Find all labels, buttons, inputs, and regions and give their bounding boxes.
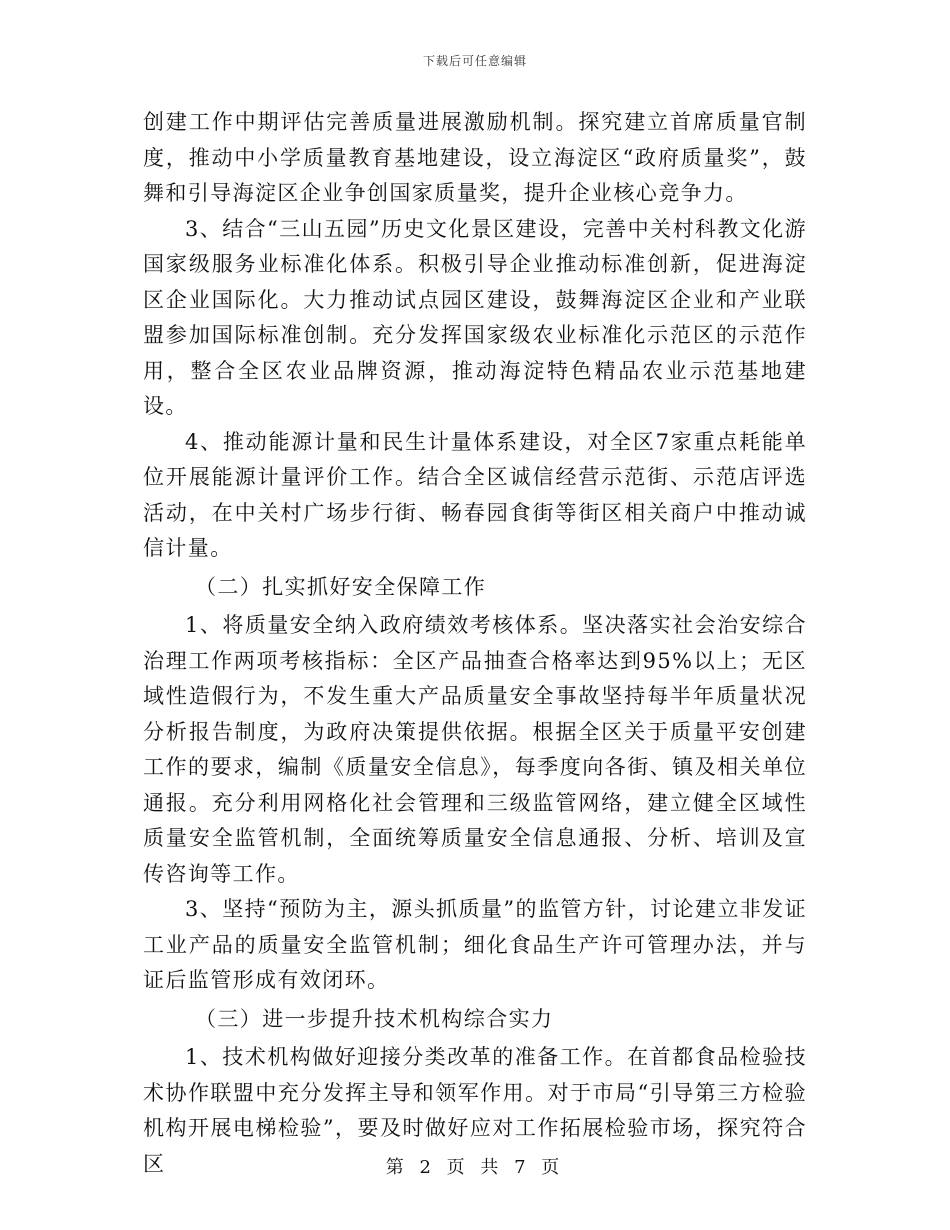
paragraph-continuation: 创建工作中期评估完善质量进展激励机制。探究建立首席质量官制度，推动中小学质量教育基地建设，设立海淀区“政府质量奖”，鼓舞和引导海淀区企业争创国家质量奖，提升企业核心竞争力。 <box>143 110 807 205</box>
paragraph-item-3-supervision: 3、坚持“预防为主，源头抓质量”的监管方针，讨论建立非发证工业产品的质量安全监管机制；细化食品生产许可管理办法，并与证后监管形成有效闭环。 <box>143 897 807 992</box>
paragraph-item-4-metrology: 4、推动能源计量和民生计量体系建设，对全区7家重点耗能单位开展能源计量评价工作。结合全区诚信经营示范街、示范店评选活动，在中关村广场步行街、畅春园食街等街区相关商户中推动诚信计量。 <box>143 429 807 560</box>
page-number: 第 2 页 共 7 页 <box>385 1157 565 1178</box>
section-heading-technical: （三）进一步提升技术机构综合实力 <box>195 1006 554 1031</box>
section-heading-safety: （二）扎实抓好安全保障工作 <box>195 574 487 599</box>
paragraph-item-1-technical-reform: 1、技术机构做好迎接分类改革的准备工作。在首都食品检验技术协作联盟中充分发挥主导和领军作用。对于市局“引导第三方检验机构开展电梯检验”，要及时做好应对工作拓展检验市场，探究符合区 <box>143 1045 807 1176</box>
document-body <box>143 105 807 1182</box>
paragraph-item-3-standardization: 3、结合“三山五园”历史文化景区建设，完善中关村科教文化游国家级服务业标准化体系。积极引导企业推动标准创新，促进海淀区企业国际化。大力推动试点园区建设，鼓舞海淀区企业和产业联盟参加国际标准创制。充分发挥国家级农业标准化示范区的示范作用，整合全区农业品牌资源，推动海淀特色精品农业示范基地建设。 <box>143 216 807 418</box>
paragraph-item-1-quality-safety: 1、将质量安全纳入政府绩效考核体系。坚决落实社会治安综合治理工作两项考核指标：全区产品抽查合格率达到95%以上；无区域性造假行为，不发生重大产品质量安全事故坚持每半年质量状况分析报告制度，为政府决策提供依据。根据全区关于质量平安创建工作的要求，编制《质量安全信息》，每季度向各街、镇及相关单位通报。充分利用网格化社会管理和三级监管网络，建立健全区域性质量安全监管机制，全面统筹质量安全信息通报、分析、培训及宣传咨询等工作。 <box>143 613 807 886</box>
page-header-note: 下载后可任意编辑 <box>422 54 527 68</box>
